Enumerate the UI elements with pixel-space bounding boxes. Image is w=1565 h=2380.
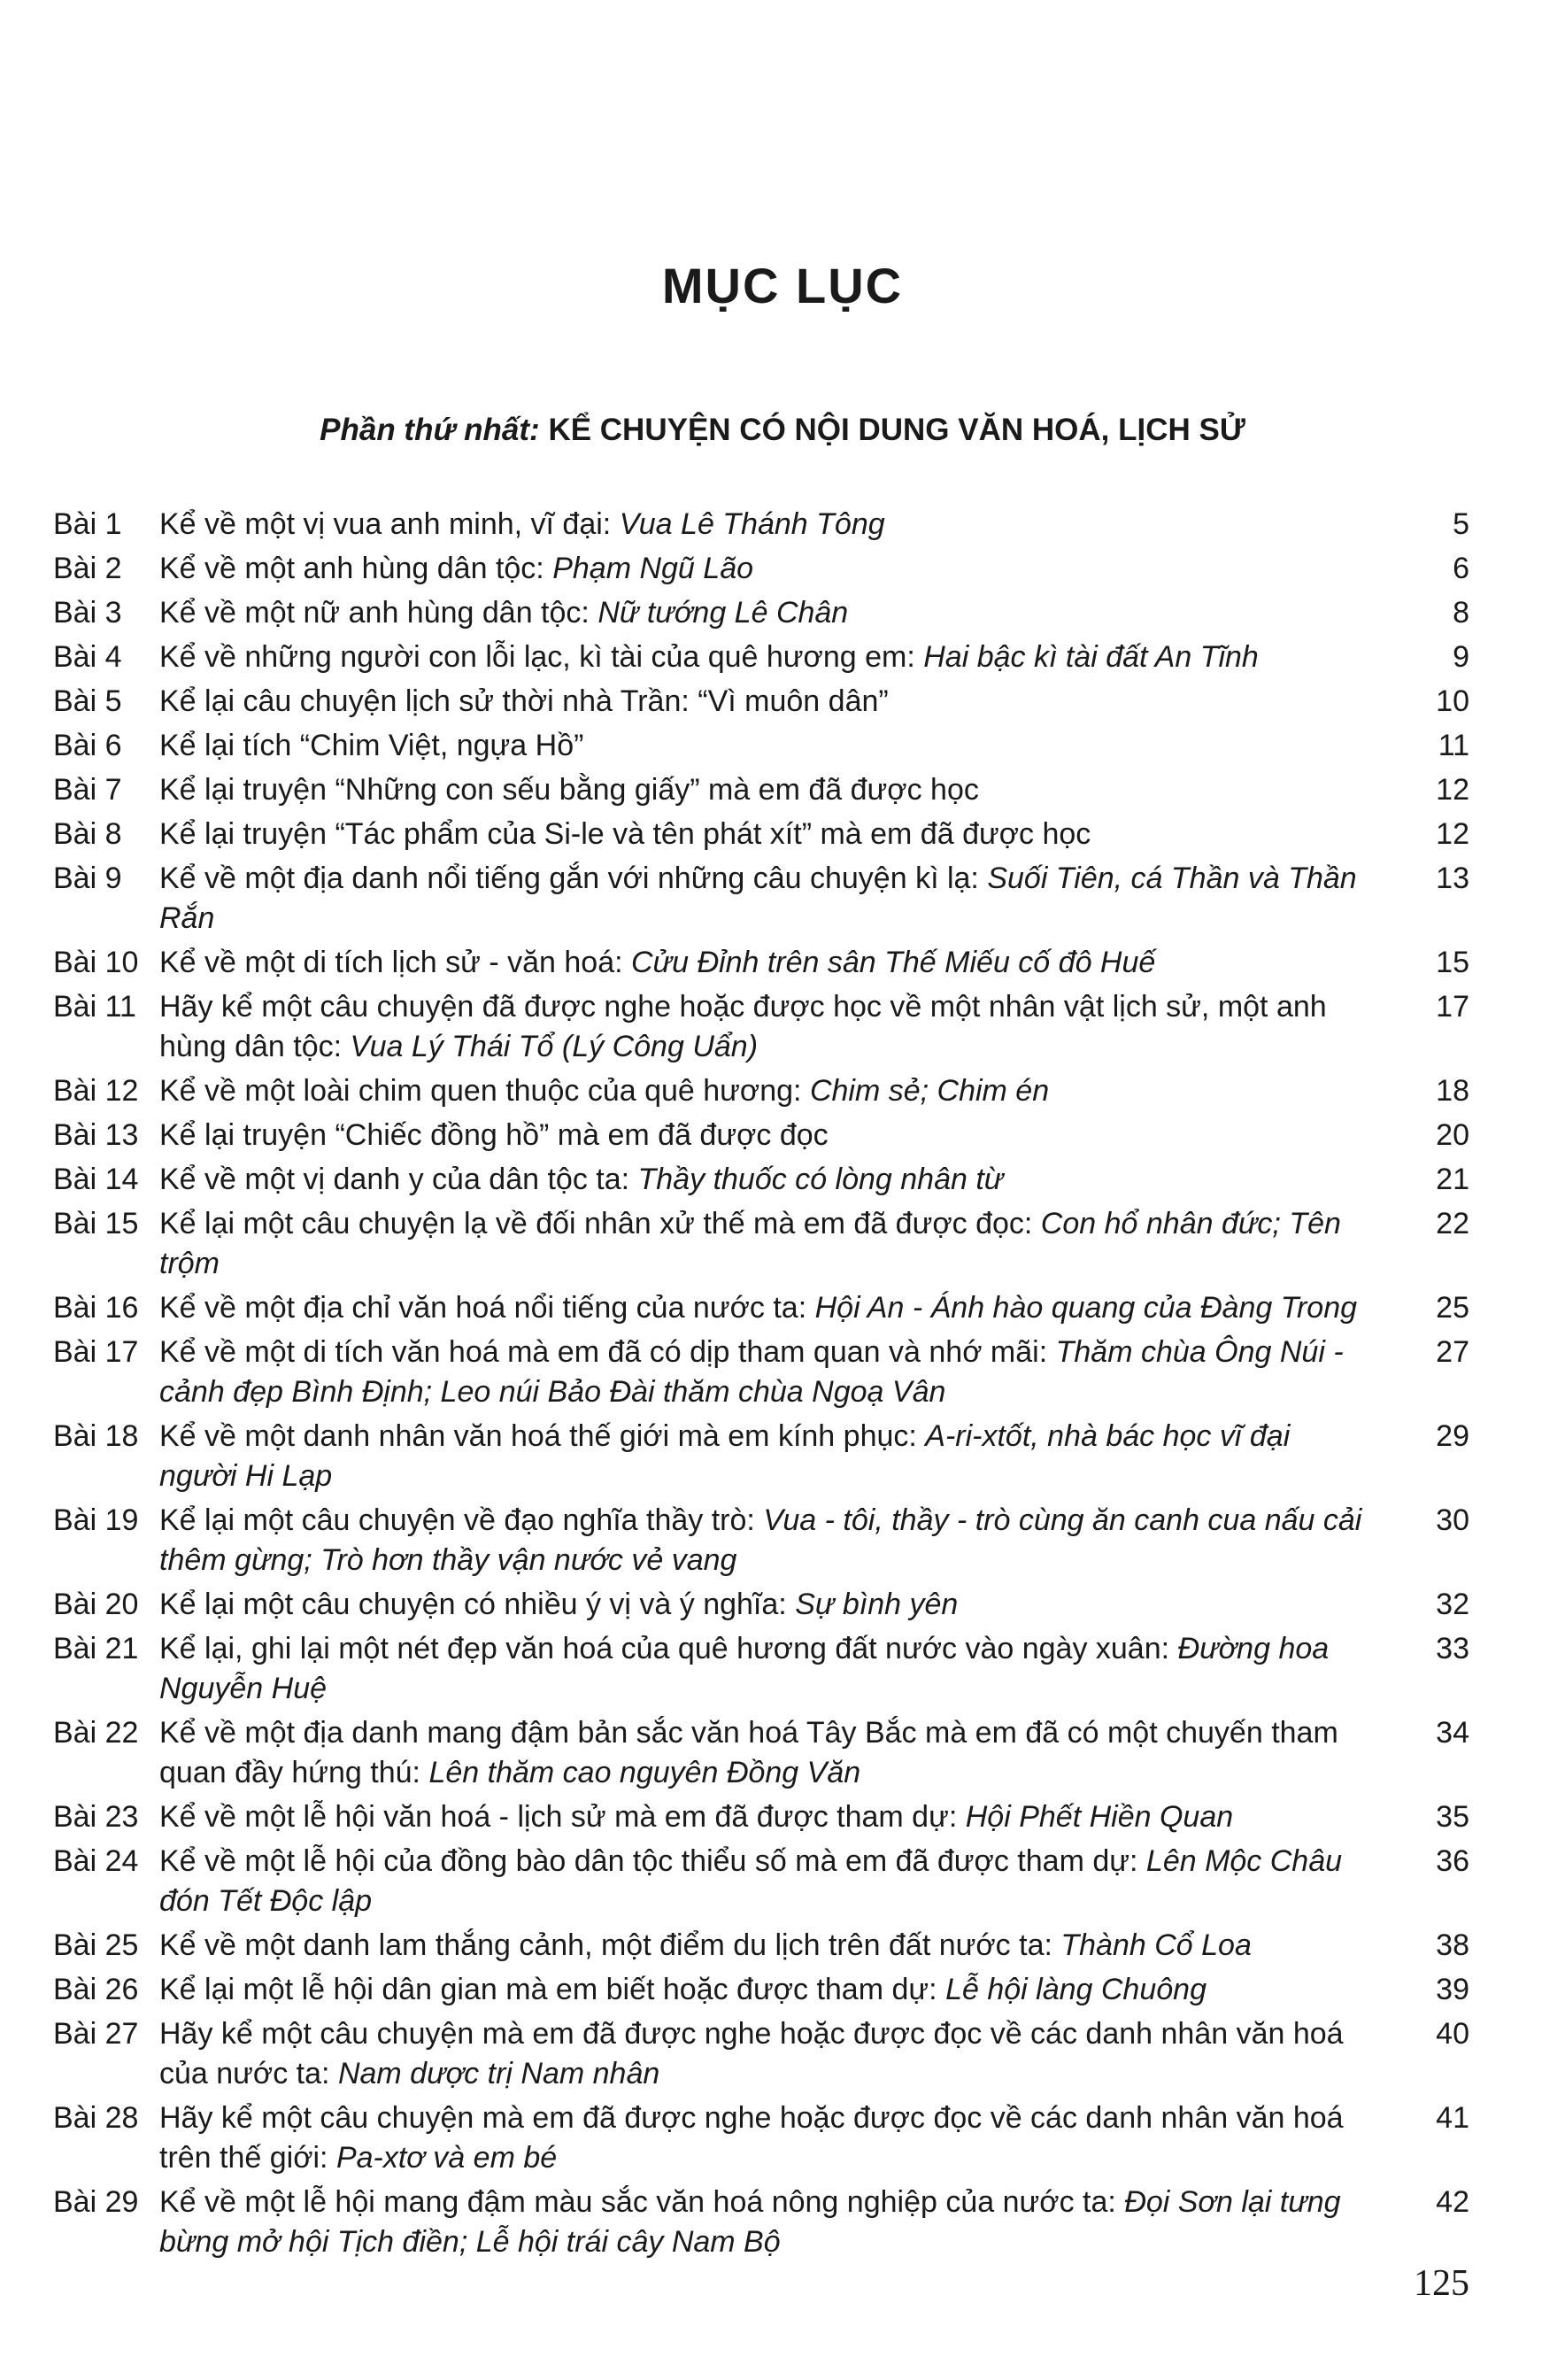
entry-title-italic: A-ri-xtốt, nhà bác học vĩ đại người Hi Lạp xyxy=(159,1419,1291,1493)
entry-title-italic: Đọi Sơn lại tưng bừng mở hội Tịch điền; Lễ hội trái cây Nam Bộ xyxy=(159,2185,1341,2259)
entry-title-italic: Lễ hội làng Chuông xyxy=(945,1973,1207,2006)
entry-page-number: 6 xyxy=(1453,552,1469,585)
entry-title-italic: Hội Phết Hiền Quan xyxy=(965,1800,1234,1834)
entry-title-text: Kể về một di tích văn hoá mà em đã có dịp tham quan và nhớ mãi: xyxy=(159,1335,1056,1369)
entry-page-number: 12 xyxy=(1436,773,1469,807)
entry-title-italic: Pa-xtơ và em bé xyxy=(335,2141,558,2175)
entry-title xyxy=(159,1417,1407,1496)
entry-title-italic: Hội An - Ánh hào quang của Đàng Trong xyxy=(814,1291,1358,1325)
entry-title-text: Kể lại truyện “Chiếc đồng hồ” mà em đã được đọc xyxy=(159,1118,829,1152)
toc-entry xyxy=(53,1116,1469,1155)
entry-page-number: 35 xyxy=(1436,1800,1469,1834)
entry-title-italic: Vua Lê Thánh Tông xyxy=(619,507,885,541)
toc-entry xyxy=(53,943,1469,983)
entry-title-text: Kể lại tích “Chim Việt, ngựa Hồ” xyxy=(159,729,584,762)
entry-title xyxy=(159,2183,1407,2262)
entry-title xyxy=(159,1797,1407,1837)
toc-entry xyxy=(53,1842,1469,1921)
entry-title xyxy=(159,1333,1407,1412)
entry-title-text: Kể lại một lễ hội dân gian mà em biết hoặc được tham dự: xyxy=(159,1973,946,2006)
entry-title xyxy=(159,1204,1407,1284)
entry-number: Bài 7 xyxy=(53,773,122,807)
entry-title xyxy=(159,1585,1407,1625)
entry-title-text: Kể về một anh hùng dân tộc: xyxy=(159,552,553,585)
entry-title-text: Kể về một lễ hội mang đậm màu sắc văn hoá nông nghiệp của nước ta: xyxy=(159,2185,1125,2219)
entry-title xyxy=(159,1116,1407,1155)
toc-entry xyxy=(53,815,1469,854)
entry-title xyxy=(159,1501,1407,1580)
entry-title xyxy=(159,593,1407,633)
toc-entry xyxy=(53,1926,1469,1966)
entry-title-text: Kể lại truyện “Tác phẩm của Si-le và tên phát xít” mà em đã được học xyxy=(159,817,1091,851)
entry-page-number: 10 xyxy=(1436,684,1469,718)
entry-page-number: 21 xyxy=(1436,1163,1469,1196)
entry-page-number: 41 xyxy=(1436,2101,1469,2135)
entry-title-italic: Vua Lý Thái Tổ (Lý Công Uẩn) xyxy=(350,1030,759,1063)
entry-title-text: Kể lại câu chuyện lịch sử thời nhà Trần: “Vì muôn dân” xyxy=(159,684,889,718)
entry-title-text: Kể về những người con lỗi lạc, kì tài của quê hương em: xyxy=(159,640,924,674)
entry-title xyxy=(159,859,1407,939)
entry-title xyxy=(159,726,1407,766)
entry-title-text: Kể về một nữ anh hùng dân tộc: xyxy=(159,596,598,630)
toc-entry xyxy=(53,1713,1469,1793)
entry-page-number: 30 xyxy=(1436,1503,1469,1537)
entry-number: Bài 12 xyxy=(53,1074,139,1108)
part-heading xyxy=(0,413,1565,448)
toc-entry xyxy=(53,1797,1469,1837)
toc-entry xyxy=(53,638,1469,677)
entry-title-italic: Con hổ nhân đức; Tên trộm xyxy=(159,1207,1341,1280)
entry-page-number: 34 xyxy=(1436,1716,1469,1750)
entry-number: Bài 21 xyxy=(53,1632,139,1665)
toc-entry xyxy=(53,2183,1469,2262)
toc-entry xyxy=(53,1160,1469,1200)
entry-title-text: Kể về một di tích lịch sử - văn hoá: xyxy=(159,946,631,979)
entry-title-text: Kể về một lễ hội của đồng bào dân tộc thiểu số mà em đã được tham dự: xyxy=(159,1844,1146,1878)
entry-number: Bài 15 xyxy=(53,1207,139,1240)
entry-page-number: 38 xyxy=(1436,1928,1469,1962)
entry-number: Bài 16 xyxy=(53,1291,139,1325)
toc-entry xyxy=(53,1071,1469,1111)
entry-page-number: 20 xyxy=(1436,1118,1469,1152)
entry-title xyxy=(159,770,1407,810)
entry-number: Bài 18 xyxy=(53,1419,139,1453)
entry-title-text: Kể lại một câu chuyện lạ về đối nhân xử thế mà em đã được đọc: xyxy=(159,1207,1041,1240)
entry-number: Bài 14 xyxy=(53,1163,139,1196)
entry-title-italic: Thầy thuốc có lòng nhân từ xyxy=(637,1163,1004,1196)
toc-entry xyxy=(53,1585,1469,1625)
entry-page-number: 33 xyxy=(1436,1632,1469,1665)
page-title: MỤC LỤC xyxy=(661,258,904,313)
toc-entry xyxy=(53,1501,1469,1580)
entry-title-italic: Chim sẻ; Chim én xyxy=(809,1074,1050,1108)
entry-title-text: Kể về một lễ hội văn hoá - lịch sử mà em đã được tham dự: xyxy=(159,1800,966,1834)
entry-title xyxy=(159,682,1407,722)
toc-entry xyxy=(53,1970,1469,2010)
entry-title xyxy=(159,2098,1407,2178)
entry-number: Bài 19 xyxy=(53,1503,139,1537)
entry-title xyxy=(159,1629,1407,1709)
entry-title-text: Kể về một địa danh mang đậm bản sắc văn hoá Tây Bắc mà em đã có một chuyến tham quan đầy hứng thú: xyxy=(159,1716,1338,1789)
entry-number: Bài 29 xyxy=(53,2185,139,2219)
entry-number: Bài 6 xyxy=(53,729,122,762)
entry-number: Bài 3 xyxy=(53,596,122,630)
entry-number: Bài 23 xyxy=(53,1800,139,1834)
entry-title xyxy=(159,549,1407,589)
entry-number: Bài 28 xyxy=(53,2101,139,2135)
toc-entry xyxy=(53,1417,1469,1496)
entry-page-number: 27 xyxy=(1436,1335,1469,1369)
entry-title xyxy=(159,505,1407,545)
entry-title-text: Kể lại, ghi lại một nét đẹp văn hoá của quê hương đất nước vào ngày xuân: xyxy=(159,1632,1178,1665)
entry-page-number: 12 xyxy=(1436,817,1469,851)
entry-page-number: 18 xyxy=(1436,1074,1469,1108)
entry-page-number: 25 xyxy=(1436,1291,1469,1325)
entry-title-text: Kể lại truyện “Những con sếu bằng giấy” mà em đã được học xyxy=(159,773,979,807)
entry-title xyxy=(159,815,1407,854)
entry-number: Bài 1 xyxy=(53,507,122,541)
entry-page-number: 36 xyxy=(1436,1844,1469,1878)
entry-title-text: Kể về một địa chỉ văn hoá nổi tiếng của nước ta: xyxy=(159,1291,815,1325)
toc-entry xyxy=(53,505,1469,545)
entry-title-italic: Thăm chùa Ông Núi - cảnh đẹp Bình Định; Leo núi Bảo Đài thăm chùa Ngoạ Vân xyxy=(159,1335,1344,1409)
entry-page-number: 40 xyxy=(1436,2017,1469,2051)
part-title: KỂ CHUYỆN CÓ NỘI DUNG VĂN HOÁ, LỊCH SỬ xyxy=(548,413,1245,447)
entry-title-text: Kể về một danh lam thắng cảnh, một điểm du lịch trên đất nước ta: xyxy=(159,1928,1061,1962)
entry-title-text: Hãy kể một câu chuyện mà em đã được nghe hoặc được đọc về các danh nhân văn hoá của nước ta: xyxy=(159,2017,1344,2090)
part-label: Phần thứ nhất: xyxy=(320,413,540,447)
entry-title xyxy=(159,1713,1407,1793)
entry-title-italic: Lên thăm cao nguyên Đồng Văn xyxy=(428,1756,861,1789)
entry-page-number: 11 xyxy=(1438,729,1469,762)
entry-title-text: Kể về một địa danh nổi tiếng gắn với những câu chuyện kì lạ: xyxy=(159,862,988,895)
entry-title-text: Kể về một loài chim quen thuộc của quê hương: xyxy=(159,1074,810,1108)
entry-page-number: 15 xyxy=(1436,946,1469,979)
entry-number: Bài 27 xyxy=(53,2017,139,2051)
entry-page-number: 9 xyxy=(1453,640,1469,674)
toc-entry xyxy=(53,2098,1469,2178)
toc-entry xyxy=(53,1288,1469,1328)
entry-number: Bài 10 xyxy=(53,946,139,979)
toc-entry xyxy=(53,1204,1469,1284)
entry-title xyxy=(159,1071,1407,1111)
entry-number: Bài 22 xyxy=(53,1716,139,1750)
entry-title-italic: Phạm Ngũ Lão xyxy=(552,552,754,585)
entry-title-text: Kể về một vị danh y của dân tộc ta: xyxy=(159,1163,638,1196)
entry-title-italic: Lên Mộc Châu đón Tết Độc lập xyxy=(159,1844,1343,1918)
entry-title-italic: Suối Tiên, cá Thần và Thần Rắn xyxy=(159,862,1357,935)
entry-title xyxy=(159,1970,1407,2010)
entry-title xyxy=(159,1842,1407,1921)
page-number: 125 xyxy=(1414,2263,1469,2304)
entry-page-number: 8 xyxy=(1453,596,1469,630)
toc-entry xyxy=(53,2014,1469,2094)
entry-page-number: 17 xyxy=(1436,990,1469,1024)
entry-page-number: 32 xyxy=(1436,1588,1469,1621)
toc-entry xyxy=(53,593,1469,633)
entry-title xyxy=(159,2014,1407,2094)
entry-title xyxy=(159,638,1407,677)
entry-title-italic: Nữ tướng Lê Chân xyxy=(597,596,849,630)
entry-number: Bài 20 xyxy=(53,1588,139,1621)
entry-page-number: 13 xyxy=(1436,862,1469,895)
entry-title xyxy=(159,1160,1407,1200)
entry-title xyxy=(159,943,1407,983)
toc-entry xyxy=(53,726,1469,766)
entry-number: Bài 8 xyxy=(53,817,122,851)
entry-page-number: 39 xyxy=(1436,1973,1469,2006)
entry-number: Bài 9 xyxy=(53,862,122,895)
entry-title-italic: Nam dược trị Nam nhân xyxy=(337,2057,660,2090)
entry-title-italic: Sự bình yên xyxy=(795,1588,959,1621)
entry-page-number: 5 xyxy=(1453,507,1469,541)
entry-title-italic: Vua - tôi, thầy - trò cùng ăn canh cua nấu cải thêm gừng; Trò hơn thầy vận nước vẻ vang xyxy=(159,1503,1362,1577)
entry-number: Bài 11 xyxy=(53,990,136,1024)
entry-title-text: Hãy kể một câu chuyện đã được nghe hoặc được học về một nhân vật lịch sử, một anh hùng dân tộc: xyxy=(159,990,1327,1063)
entry-page-number: 42 xyxy=(1436,2185,1469,2219)
entry-number: Bài 25 xyxy=(53,1928,139,1962)
entry-title xyxy=(159,1288,1407,1328)
toc-entry xyxy=(53,1333,1469,1412)
entry-title xyxy=(159,1926,1407,1966)
toc-entry xyxy=(53,987,1469,1067)
entry-number: Bài 5 xyxy=(53,684,122,718)
entry-title-text: Hãy kể một câu chuyện mà em đã được nghe hoặc được đọc về các danh nhân văn hoá trên thế giới: xyxy=(159,2101,1344,2175)
entry-number: Bài 24 xyxy=(53,1844,139,1878)
entry-title-italic: Đường hoa Nguyễn Huệ xyxy=(159,1632,1330,1705)
entry-page-number: 29 xyxy=(1436,1419,1469,1453)
entry-number: Bài 4 xyxy=(53,640,122,674)
table-of-contents xyxy=(53,505,1469,2267)
entry-number: Bài 17 xyxy=(53,1335,139,1369)
entry-number: Bài 2 xyxy=(53,552,122,585)
toc-entry xyxy=(53,770,1469,810)
entry-title-italic: Thành Cổ Loa xyxy=(1060,1928,1252,1962)
toc-entry xyxy=(53,1629,1469,1709)
entry-title xyxy=(159,987,1407,1067)
entry-number: Bài 13 xyxy=(53,1118,139,1152)
toc-entry xyxy=(53,859,1469,939)
toc-entry xyxy=(53,682,1469,722)
entry-title-text: Kể lại một câu chuyện về đạo nghĩa thầy trò: xyxy=(159,1503,764,1537)
entry-title-italic: Cửu Đỉnh trên sân Thế Miếu cố đô Huế xyxy=(631,946,1156,979)
entry-number: Bài 26 xyxy=(53,1973,139,2006)
entry-title-text: Kể về một vị vua anh minh, vĩ đại: xyxy=(159,507,620,541)
entry-title-text: Kể lại một câu chuyện có nhiều ý vị và ý nghĩa: xyxy=(159,1588,796,1621)
entry-page-number: 22 xyxy=(1436,1207,1469,1240)
toc-entry xyxy=(53,549,1469,589)
entry-title-text: Kể về một danh nhân văn hoá thế giới mà em kính phục: xyxy=(159,1419,926,1453)
entry-title-italic: Hai bậc kì tài đất An Tĩnh xyxy=(923,640,1259,674)
